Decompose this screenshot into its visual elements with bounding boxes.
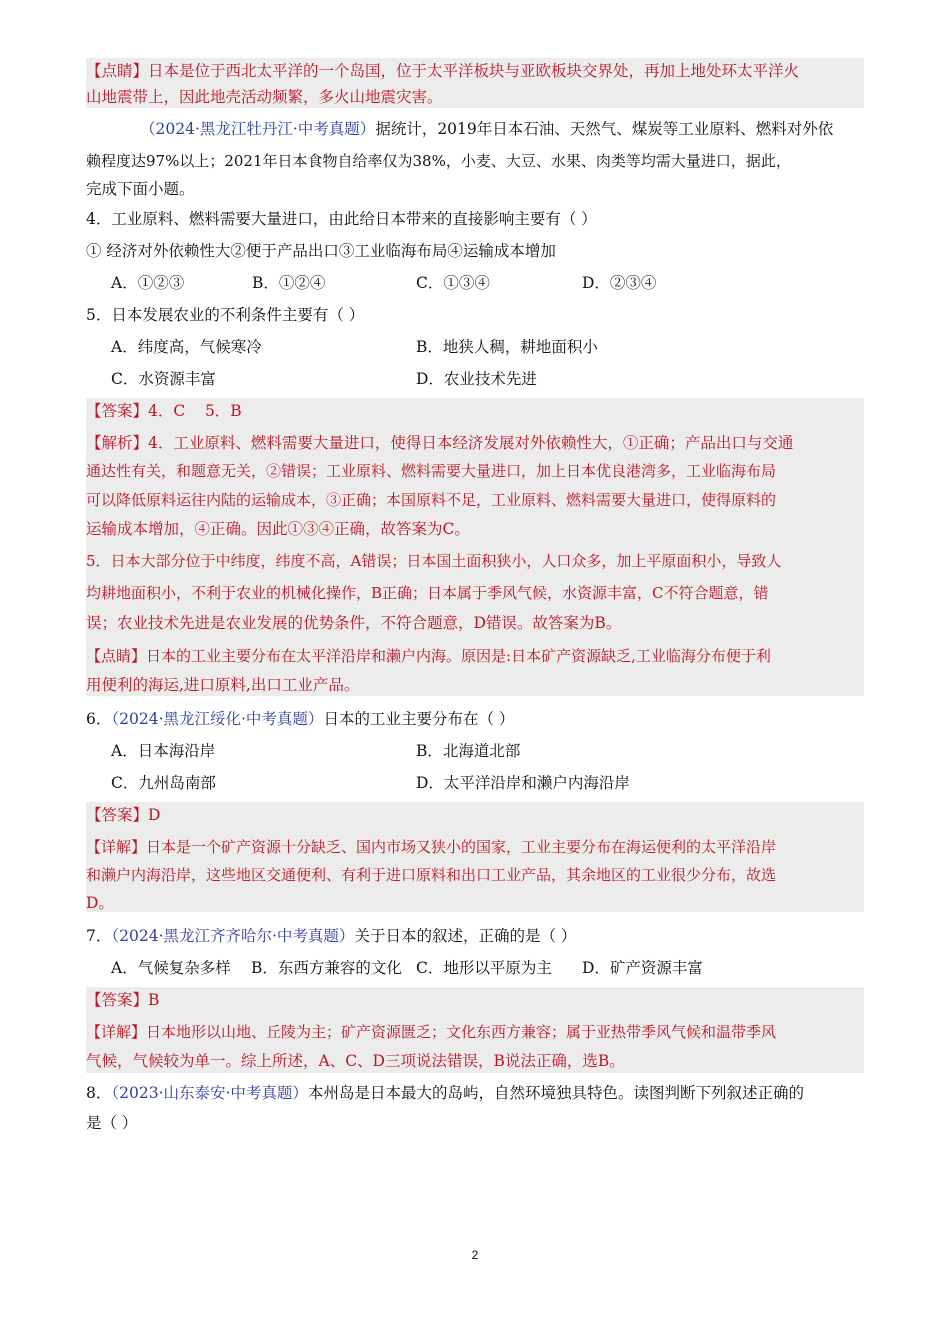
- option-b: B．①②④: [252, 274, 326, 292]
- analysis-line: 均耕地面积小，不利于农业的机械化操作，B正确；日本属于季风气候，水资源丰富，C不符合题意，错: [86, 584, 769, 602]
- option-b: B．地狭人稠，耕地面积小: [416, 338, 598, 356]
- note-line: 【点睛】日本的工业主要分布在太平洋沿岸和濑户内海。原因是:日本矿产资源缺乏,工业临海分布便于利: [86, 647, 771, 665]
- option-c: C．九州岛南部: [111, 774, 216, 792]
- option-a: A．①②③: [111, 274, 185, 292]
- note-tag: 【点睛】: [86, 62, 149, 80]
- analysis-line: 5．日本大部分位于中纬度，纬度不高，A错误；日本国土面积狭小，人口众多，加上平原面积小，导致人: [86, 552, 782, 570]
- question-source: （2023·山东泰安·中考真题）: [111, 1084, 308, 1102]
- analysis-line: 误；农业技术先进是农业发展的优势条件，不符合题意，D错误。故答案为B。: [86, 614, 622, 632]
- question-stem: 8．（2023·山东泰安·中考真题）本州岛是日本最大的岛屿，自然环境独具特色。读图判断下列叙述正确的: [86, 1084, 804, 1102]
- note-line: 【点睛】日本是位于西北太平洋的一个岛国，位于太平洋板块与亚欧板块交界处，再加上地处环太平洋火: [86, 62, 800, 80]
- question-stem: 7．（2024·黑龙江齐齐哈尔·中考真题）关于日本的叙述，正确的是（ ）: [86, 927, 577, 945]
- detail-line: 和濑户内海沿岸，这些地区交通便利、有利于进口原料和出口工业产品，其余地区的工业很少分布，故选: [86, 866, 777, 884]
- option-d: D．矿产资源丰富: [582, 959, 703, 977]
- option-a: A．日本海沿岸: [111, 742, 216, 760]
- detail-line: 【详解】日本地形以山地、丘陵为主；矿产资源匮乏；文化东西方兼容；属于亚热带季风气候和温带季风: [86, 1023, 777, 1041]
- question-stem: 6．（2024·黑龙江绥化·中考真题）日本的工业主要分布在（ ）: [86, 710, 515, 728]
- question-source: （2024·黑龙江绥化·中考真题）: [111, 710, 324, 728]
- option-a: A．纬度高，气候寒冷: [111, 338, 262, 356]
- answer-line: 【答案】4．C 5．B: [86, 402, 242, 420]
- question-stem: 5．日本发展农业的不利条件主要有（ ）: [86, 306, 365, 324]
- question-source: （2024·黑龙江牡丹江·中考真题）: [140, 120, 376, 138]
- intro-line: 赖程度达97%以上；2021年日本食物自给率仅为38%，小麦、大豆、水果、肉类等均需大量进口，据此，: [86, 152, 791, 170]
- detail-line: 气候，气候较为单一。综上所述，A、C、D三项说法错误，B说法正确，选B。: [86, 1052, 625, 1070]
- analysis-line: 运输成本增加，④正确。因此①③④正确，故答案为C。: [86, 520, 470, 538]
- answer-line: 【答案】B: [86, 991, 160, 1009]
- page-number: 2: [471, 1248, 479, 1262]
- question-stem: 是（ ）: [86, 1114, 138, 1132]
- detail-line: 【详解】日本是一个矿产资源十分缺乏、国内市场又狭小的国家，工业主要分布在海运便利的太平洋沿岸: [86, 838, 777, 856]
- option-b: B．北海道北部: [416, 742, 521, 760]
- note-line: 山地震带上，因此地壳活动频繁，多火山地震灾害。: [86, 88, 443, 106]
- question-items: ① 经济对外依赖性大②便于产品出口③工业临海布局④运输成本增加: [86, 242, 556, 260]
- analysis-line: 可以降低原料运往内陆的运输成本，③正确；本国原料不足，工业原料、燃料需要大量进口，使得原料的: [86, 491, 777, 509]
- analysis-line: 【解析】4．工业原料、燃料需要大量进口，使得日本经济发展对外依赖性大，①正确；产品出口与交通: [86, 434, 794, 452]
- option-c: C．地形以平原为主: [416, 959, 552, 977]
- intro-line: （2024·黑龙江牡丹江·中考真题）据统计，2019年日本石油、天然气、煤炭等工业原料、燃料对外依: [140, 120, 834, 138]
- option-a: A．气候复杂多样: [111, 959, 231, 977]
- note-line: 用便利的海运,进口原料,出口工业产品。: [86, 676, 360, 694]
- option-b: B．东西方兼容的文化: [251, 959, 402, 977]
- option-c: C．①③④: [416, 274, 490, 292]
- option-c: C．水资源丰富: [111, 370, 216, 388]
- intro-line: 完成下面小题。: [86, 180, 195, 198]
- answer-line: 【答案】D: [86, 806, 161, 824]
- question-source: （2024·黑龙江齐齐哈尔·中考真题）: [111, 927, 355, 945]
- detail-line: D。: [86, 894, 114, 912]
- question-stem: 4．工业原料、燃料需要大量进口，由此给日本带来的直接影响主要有（ ）: [86, 210, 597, 228]
- option-d: D．太平洋沿岸和濑户内海沿岸: [416, 774, 630, 792]
- analysis-line: 通达性有关，和题意无关，②错误；工业原料、燃料需要大量进口，加上日本优良港湾多，工业临海布局: [86, 462, 777, 480]
- option-d: D．农业技术先进: [416, 370, 537, 388]
- option-d: D．②③④: [582, 274, 657, 292]
